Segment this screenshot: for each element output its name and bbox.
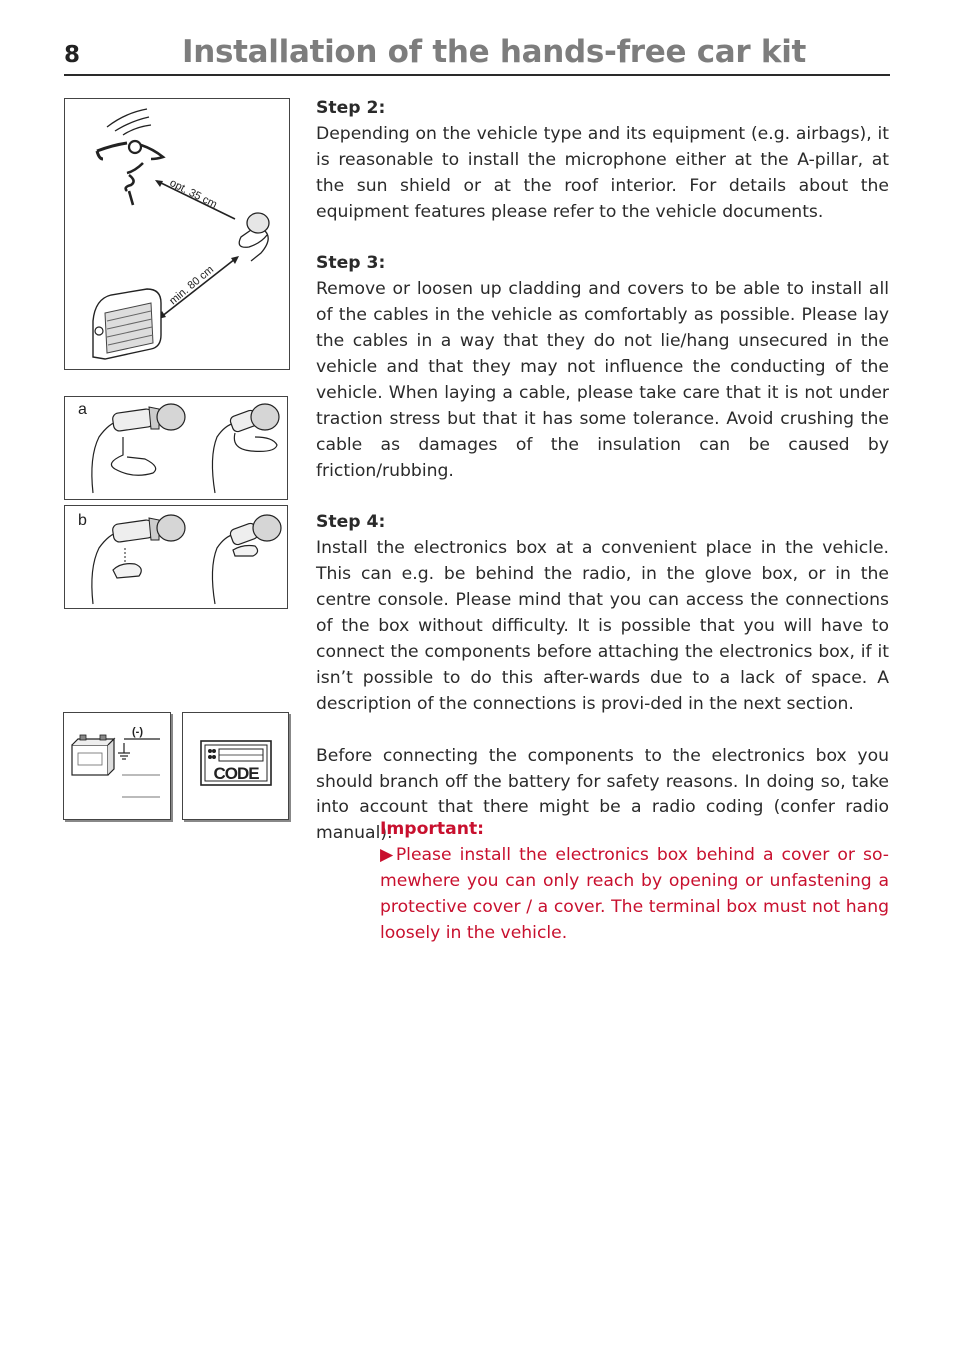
step-heading: Step 3: xyxy=(316,253,386,274)
radio-code-icon xyxy=(183,713,288,819)
page-header xyxy=(64,34,890,76)
instruction-text xyxy=(316,96,889,847)
figure-b-label: b xyxy=(78,512,87,529)
microphone-mount-figure-b xyxy=(64,505,288,609)
important-note xyxy=(380,817,889,947)
battery-disconnect-figure xyxy=(63,712,171,820)
triangle-bullet-icon: ▶ xyxy=(380,844,396,865)
min-distance-label: min. 80 cm xyxy=(167,263,217,308)
battery-minus-label: (-) xyxy=(132,726,143,738)
driver-microphone-illustration xyxy=(65,99,289,369)
step-2 xyxy=(316,96,889,226)
step-body: Remove or loosen up cladding and covers to be able to install all of the cables in the vehicle as comfortably as possible. Please lay the cables in a way that they do not lie/hang unsecured in the vehicle and that they may not influence the conducting of the vehicle. When laying a cable, please take care that it is not under traction stress but that it has some tolerance. Avoid crushing the cable as damages of the insulation can be caused by friction/rubbing. xyxy=(316,279,889,481)
microphone-mount-figure-a xyxy=(64,396,288,500)
radio-code-figure xyxy=(182,712,289,820)
opt-distance-label: opt. 35 cm xyxy=(167,176,219,211)
step-4 xyxy=(316,510,889,717)
microphone-clip-illustration-a xyxy=(65,397,287,499)
step-heading: Step 4: xyxy=(316,512,386,533)
important-body xyxy=(380,843,889,947)
important-heading: Important: xyxy=(380,819,485,839)
page-title: Installation of the hands-free car kit xyxy=(182,34,807,70)
distance-figure xyxy=(64,98,290,370)
important-text: Please install the electronics box behind a cover or so-mewhere you can only reach by opening or unfastening a protective cover / a cover. The terminal box must not hang loosely in the vehicle. xyxy=(380,844,889,943)
battery-note: Before connecting the components to the electronics box you should branch off the battery for safety reasons. In doing so, take into account that there might be a radio coding (confer radio manual). xyxy=(316,745,889,844)
page-number: 8 xyxy=(64,42,81,68)
battery-icon xyxy=(64,713,170,819)
step-body: Install the electronics box at a convenient place in the vehicle. This can e.g. be behind the radio, in the glove box, or in the centre console. Please mind that you can access the connections of the box without difficulty. It is possible that you will have to connect the components before attaching the electronics box, if it isn’t possible to do this after-wards due to a lack of space. A description of the connections is provi-ded in the next section. xyxy=(316,538,889,714)
step-3 xyxy=(316,251,889,484)
figure-a-label: a xyxy=(78,401,87,418)
step-body: Depending on the vehicle type and its equipment (e.g. airbags), it is reasonable to install the microphone either at the A-pillar, at the sun shield or at the roof interior. For details about the equipment features please refer to the vehicle documents. xyxy=(316,123,889,222)
step-heading: Step 2: xyxy=(316,98,386,118)
microphone-adhesive-illustration-b xyxy=(65,506,287,608)
code-label: CODE xyxy=(213,764,259,783)
